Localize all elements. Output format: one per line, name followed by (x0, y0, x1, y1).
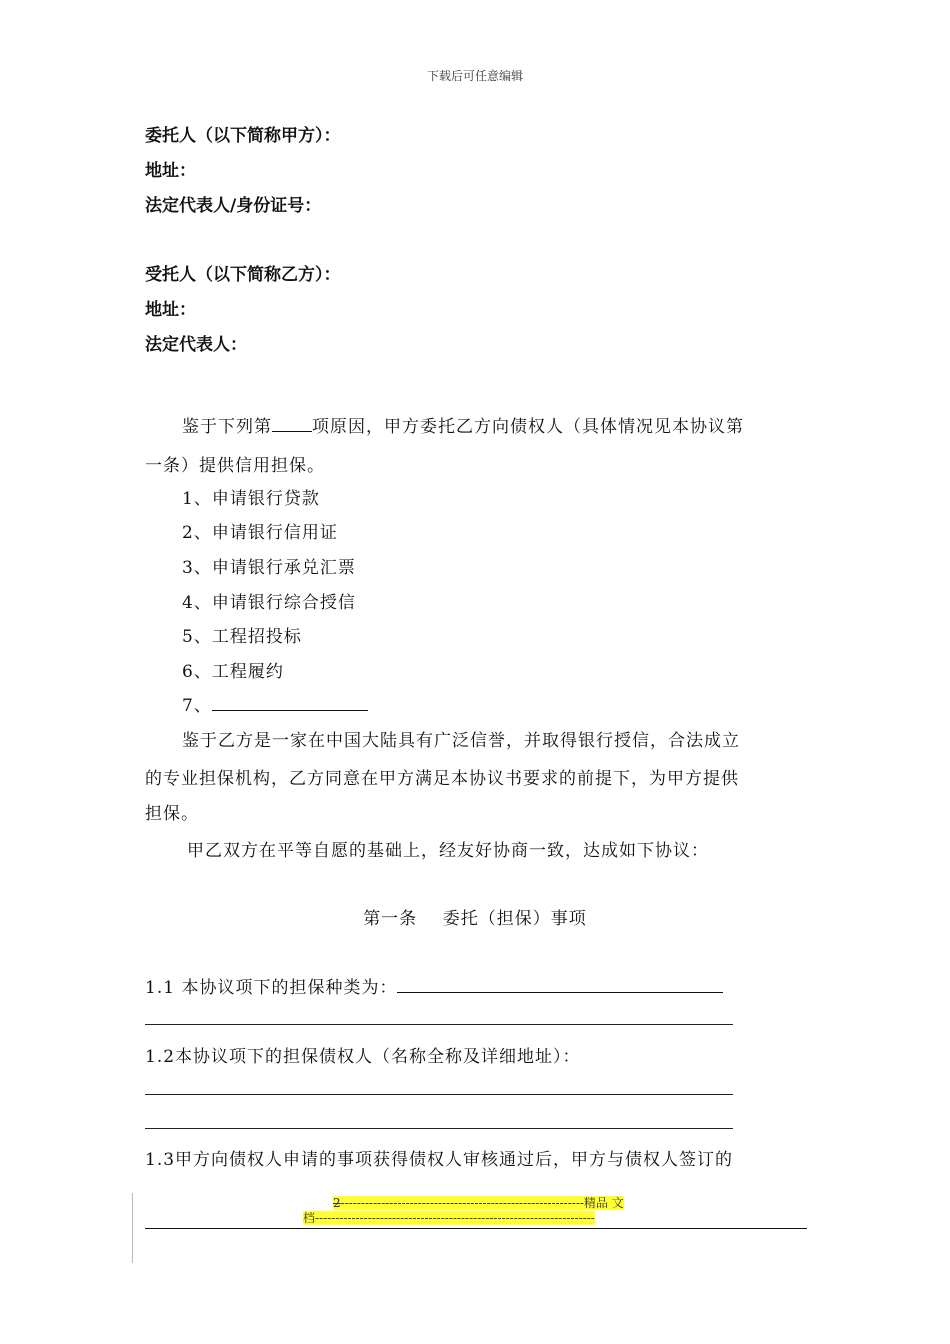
reason-item: 5、工程招投标 (182, 627, 302, 647)
reason-item: 4、申请银行综合授信 (182, 593, 356, 613)
reason-number-blank[interactable] (272, 414, 312, 432)
reason-item: 3、申请银行承兑汇票 (182, 558, 356, 578)
recital-2-line: 鉴于乙方是一家在中国大陆具有广泛信誉，并取得银行授信，合法成立 (182, 731, 740, 751)
footer-rule (145, 1228, 807, 1229)
footer-label-start: 精品 文 (583, 1196, 624, 1210)
footer-page-number: 2 (333, 1196, 341, 1210)
party-b-title: 受托人（以下简称乙方）： (145, 265, 341, 285)
clause-1-2: 1.2本协议项下的担保债权人（名称全称及详细地址）： (145, 1047, 581, 1067)
clause-1-1-label: 1.1 本协议项下的担保种类为： (145, 978, 398, 998)
reason-item: 1、申请银行贷款 (182, 489, 320, 509)
party-a-representative: 法定代表人/身份证号： (145, 196, 322, 216)
recital-2-line: 的专业担保机构，乙方同意在甲方满足本协议书要求的前提下，为甲方提供 (145, 769, 739, 789)
page-header-note: 下载后可任意编辑 (426, 69, 523, 83)
reason-item-number: 7、 (182, 696, 212, 716)
creditor-name-line[interactable] (145, 1094, 733, 1095)
footer-dashes: --------------------------------------------------------------------- (315, 1211, 595, 1225)
clause-1-3: 1.3甲方向债权人申请的事项获得债权人审核通过后，甲方与债权人签订的 (145, 1150, 734, 1170)
footer-line-1 (333, 1196, 624, 1210)
recital-1-line-1 (182, 412, 744, 437)
guarantee-type-blank[interactable] (397, 975, 723, 993)
party-a-title: 委托人（以下简称甲方）： (145, 126, 341, 146)
party-a-address: 地址： (145, 161, 196, 181)
reason-item: 6、工程履约 (182, 662, 284, 682)
recital-3: 甲乙双方在平等自愿的基础上，经友好协商一致，达成如下协议： (187, 841, 709, 861)
reason-item: 2、申请银行信用证 (182, 523, 338, 543)
footer-dashes: ------------------------------------------------------------ (340, 1196, 584, 1210)
clause-1-1-continuation-line[interactable] (145, 1024, 733, 1025)
party-b-representative: 法定代表人： (145, 335, 247, 355)
article-1-title: 第一条 委托（担保）事项 (363, 909, 587, 929)
recital-1-pre: 鉴于下列第 (182, 417, 272, 437)
recital-1-post: 项原因，甲方委托乙方向债权人（具体情况见本协议第 (312, 417, 744, 437)
creditor-address-line[interactable] (145, 1128, 733, 1129)
party-b-address: 地址： (145, 300, 196, 320)
reason-other-blank[interactable] (212, 693, 368, 711)
margin-vertical-line (132, 1193, 133, 1263)
reason-item-other (182, 691, 368, 716)
footer-line-2 (303, 1211, 595, 1225)
clause-1-1 (145, 973, 723, 998)
footer-label-end: 档 (303, 1211, 316, 1225)
recital-2-line: 担保。 (145, 804, 199, 824)
recital-1-line-2: 一条）提供信用担保。 (145, 456, 325, 476)
